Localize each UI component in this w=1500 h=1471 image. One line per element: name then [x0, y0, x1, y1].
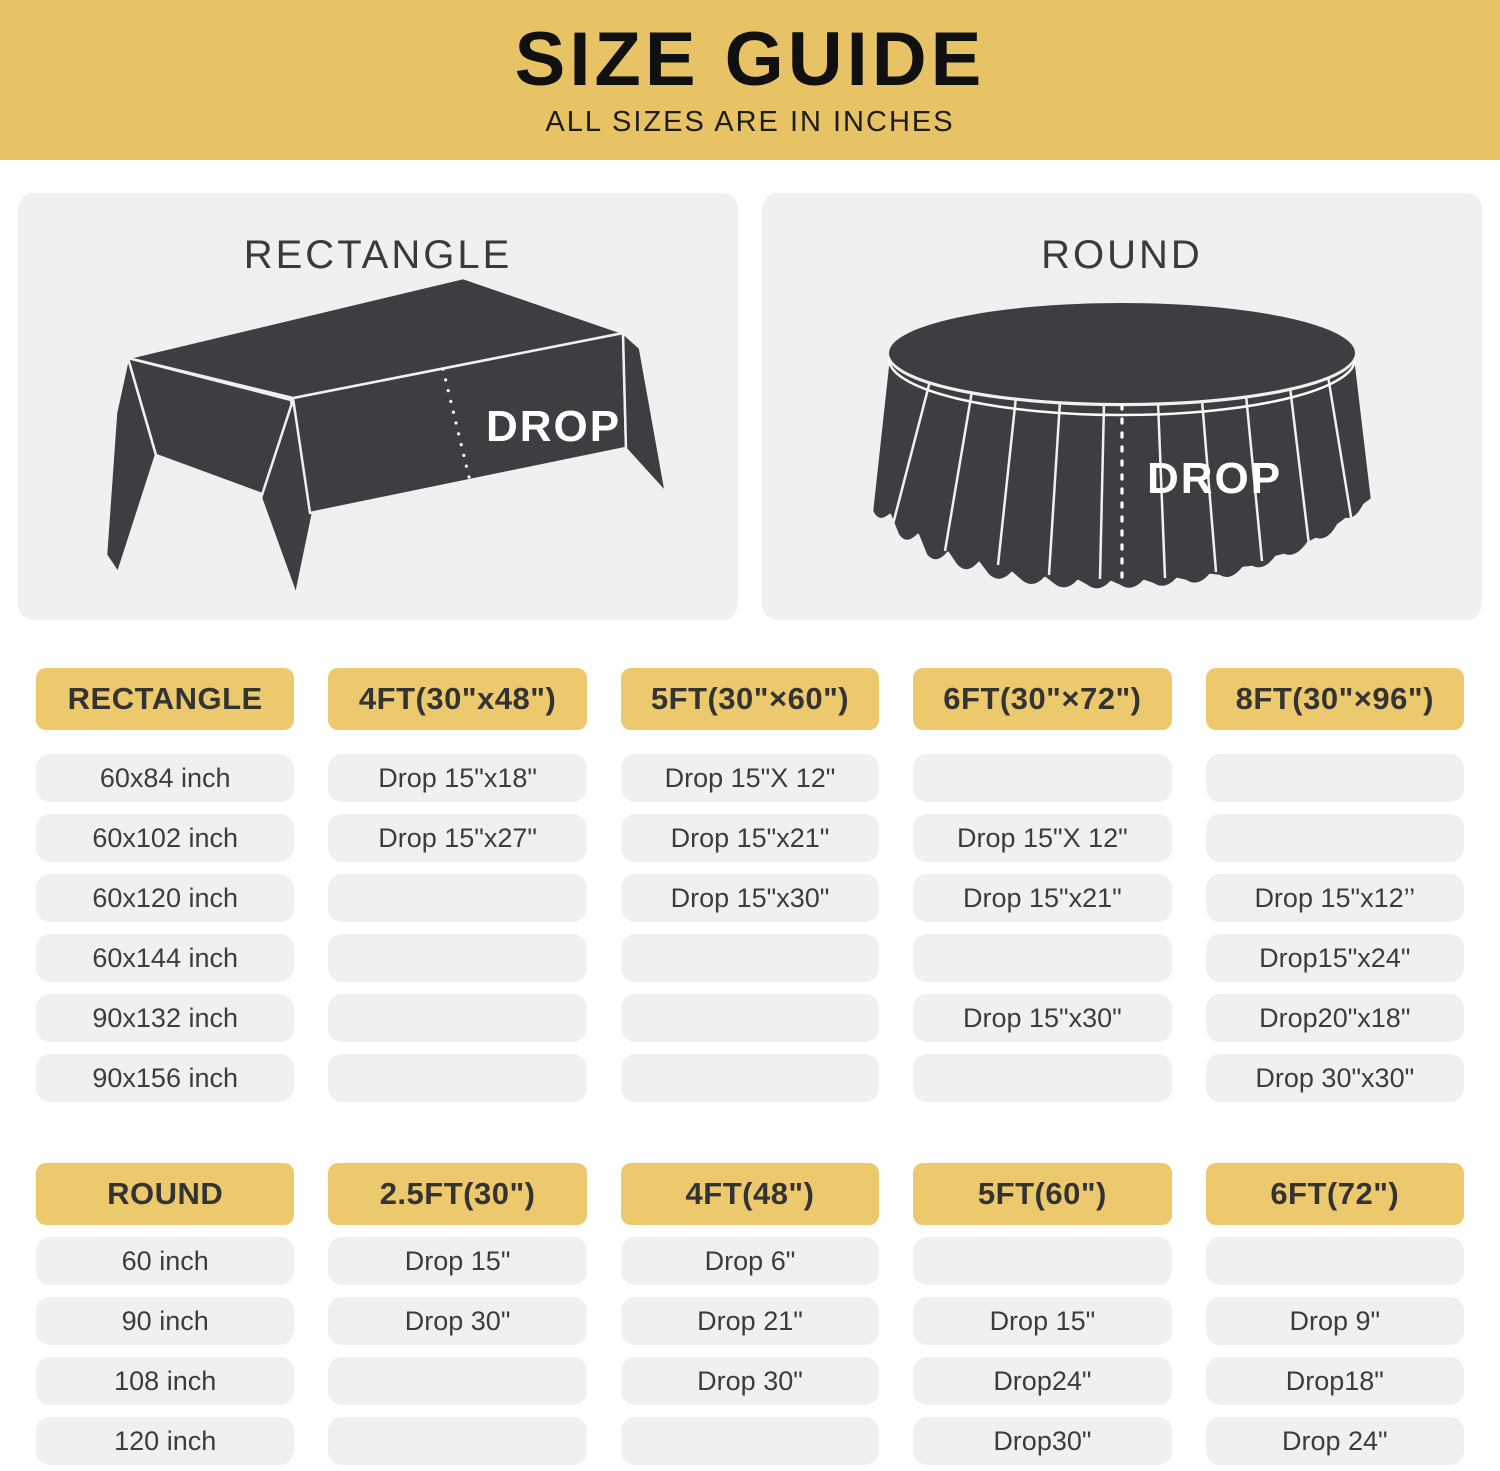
- rectangle-table-header: 4FT(30"x48"): [328, 668, 586, 730]
- drop-cell: Drop24": [913, 1357, 1171, 1405]
- size-cell: 60x144 inch: [36, 934, 294, 982]
- round-table-header: 2.5FT(30"): [328, 1163, 586, 1225]
- drop-cell: Drop 15"x18": [328, 754, 586, 802]
- drop-cell: Drop 21": [621, 1297, 879, 1345]
- round-table-header-row: [0, 1163, 1500, 1225]
- drop-cell: Drop 15"x30": [913, 994, 1171, 1042]
- drop-cell: [913, 934, 1171, 982]
- round-table-body: [0, 1237, 1500, 1465]
- size-cell: 60 inch: [36, 1237, 294, 1285]
- drop-cell: [913, 1054, 1171, 1102]
- drop-cell: [621, 934, 879, 982]
- drop-cell: [913, 1237, 1171, 1285]
- rectangle-table-header: 8FT(30"×96"): [1206, 668, 1464, 730]
- drop-cell: [328, 1417, 586, 1465]
- drop-cell: Drop 30": [328, 1297, 586, 1345]
- drop-cell: [328, 1054, 586, 1102]
- drop-cell: Drop 15"x27": [328, 814, 586, 862]
- drop-cell: Drop15"x24": [1206, 934, 1464, 982]
- drop-cell: Drop 15"x21": [621, 814, 879, 862]
- drop-cell: Drop 15"x21": [913, 874, 1171, 922]
- round-table-header: 5FT(60"): [913, 1163, 1171, 1225]
- drop-cell: [1206, 814, 1464, 862]
- size-cell: 108 inch: [36, 1357, 294, 1405]
- drop-cell: [1206, 754, 1464, 802]
- drop-cell: [328, 934, 586, 982]
- cloth-table-top: [889, 303, 1355, 403]
- drop-cell: Drop 15"X 12": [621, 754, 879, 802]
- size-cell: 90 inch: [36, 1297, 294, 1345]
- drop-cell: Drop 15"x30": [621, 874, 879, 922]
- cloth-right-corner-drape: [623, 333, 666, 493]
- round-table-header: 6FT(72"): [1206, 1163, 1464, 1225]
- drop-cell: Drop 30": [621, 1357, 879, 1405]
- drop-cell: Drop 15": [328, 1237, 586, 1285]
- header-banner: [0, 0, 1500, 160]
- rectangle-table-header: 6FT(30"×72"): [913, 668, 1171, 730]
- rectangle-drop-label: DROP: [486, 402, 622, 451]
- drop-cell: [1206, 1237, 1464, 1285]
- size-cell: 90x156 inch: [36, 1054, 294, 1102]
- rectangle-table-header: 5FT(30"×60"): [621, 668, 879, 730]
- size-cell: 60x120 inch: [36, 874, 294, 922]
- round-drop-label: DROP: [1147, 454, 1283, 503]
- size-cell: 60x84 inch: [36, 754, 294, 802]
- drop-cell: Drop 9": [1206, 1297, 1464, 1345]
- round-size-table: [0, 1163, 1500, 1465]
- drop-cell: [328, 874, 586, 922]
- round-panel-title: ROUND: [1041, 233, 1203, 277]
- drop-cell: Drop 30"x30": [1206, 1054, 1464, 1102]
- drop-cell: Drop30": [913, 1417, 1171, 1465]
- drop-cell: Drop 24": [1206, 1417, 1464, 1465]
- drop-cell: [328, 994, 586, 1042]
- drop-cell: Drop 6": [621, 1237, 879, 1285]
- page-subtitle: ALL SIZES ARE IN INCHES: [545, 105, 955, 138]
- drop-cell: [621, 1054, 879, 1102]
- rectangle-size-table: [0, 668, 1500, 1102]
- drop-cell: Drop20"x18": [1206, 994, 1464, 1042]
- rectangle-table-body: [0, 754, 1500, 1102]
- illustration-panels: [0, 160, 1500, 620]
- drop-cell: Drop 15": [913, 1297, 1171, 1345]
- drop-cell: [621, 994, 879, 1042]
- drop-cell: Drop 15"x12’’: [1206, 874, 1464, 922]
- round-panel: [762, 193, 1482, 620]
- drop-cell: Drop 15"X 12": [913, 814, 1171, 862]
- drop-cell: [328, 1357, 586, 1405]
- round-table-header: 4FT(48"): [621, 1163, 879, 1225]
- page-title: SIZE GUIDE: [514, 16, 986, 102]
- drop-cell: [621, 1417, 879, 1465]
- rectangle-table-header-row: [0, 668, 1500, 730]
- size-cell: 60x102 inch: [36, 814, 294, 862]
- size-cell: 120 inch: [36, 1417, 294, 1465]
- drop-cell: Drop18": [1206, 1357, 1464, 1405]
- size-cell: 90x132 inch: [36, 994, 294, 1042]
- drop-cell: [913, 754, 1171, 802]
- round-table-header: ROUND: [36, 1163, 294, 1225]
- rectangle-panel: [18, 193, 738, 620]
- rectangle-table-header: RECTANGLE: [36, 668, 294, 730]
- rectangle-panel-title: RECTANGLE: [243, 233, 513, 277]
